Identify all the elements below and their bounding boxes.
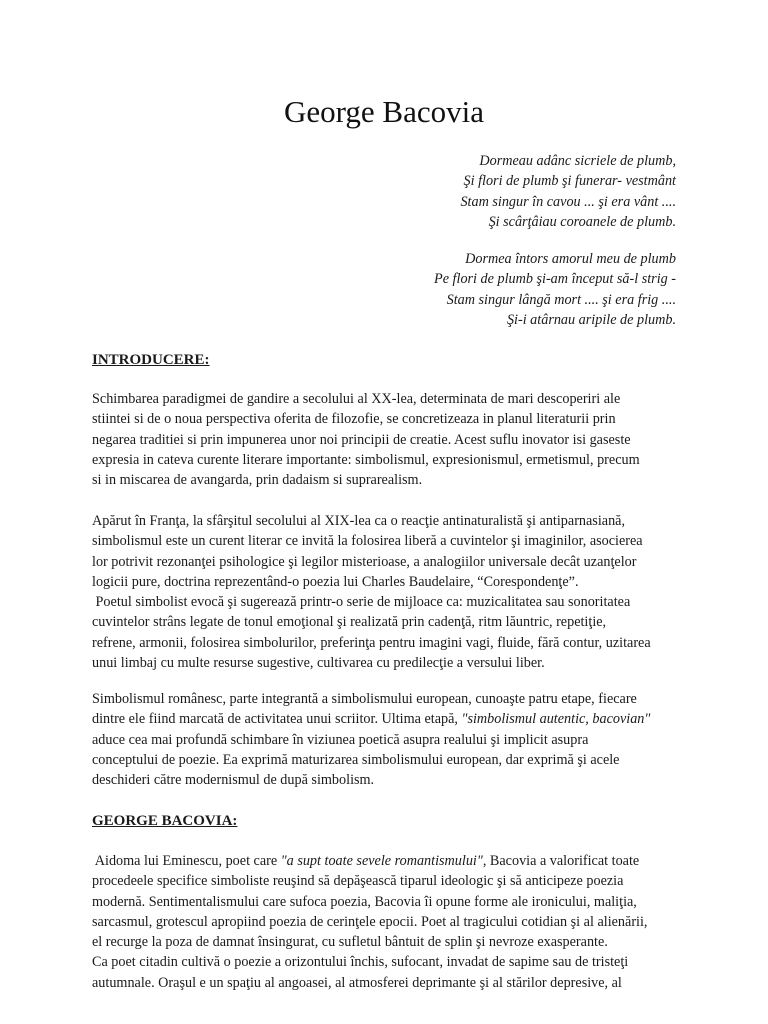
poem-line: Dormea întors amorul meu de plumb xyxy=(465,251,676,267)
bacovia-paragraph xyxy=(92,851,682,993)
text-line: deschideri către modernismul de după simbolism. xyxy=(92,772,375,789)
page-title: George Bacovia xyxy=(284,94,484,129)
text-line: refrene, armonii, folosirea simbolurilor, preferinţa pentru imagini vagi, fluide, fără contur, uzitarea xyxy=(92,634,651,651)
poem-line: Stam singur lângă mort .... şi era frig .... xyxy=(446,291,676,308)
text-line: cuvintelor strâns legate de tonul emoţional şi realizată prin cadenţă, ritm lăuntric, repetiţie, xyxy=(92,614,607,631)
text-line: unui limbaj cu multe resurse sugestive, cultivarea cu predilecţie a versului liber. xyxy=(92,655,545,672)
text-line: Schimbarea paradigmei de gandire a secolului al XX-lea, determinata de mari descoperiri ale xyxy=(92,391,621,407)
poem-line: Stam singur în cavou ... şi era vânt .... xyxy=(460,193,676,210)
text-line: stiintei si de o noua perspectiva oferita de filozofie, se concretizeaza in planul literaturii prin xyxy=(92,411,616,428)
text-span: Aidoma lui Eminescu, poet care xyxy=(92,853,281,869)
poem-line: Dormeau adânc sicriele de plumb, xyxy=(479,153,676,169)
text-line: si in miscarea de avangarda, prin dadaism si suprarealism. xyxy=(92,472,423,489)
text-line: modernă. Sentimentalismului care sufoca poezia, Bacovia îi opune forme ale ironicului, maliţia, xyxy=(92,893,637,910)
text-line xyxy=(92,851,682,871)
text-line: Simbolismul românesc, parte integrantă a simbolismului european, cunoaşte patru etape, fiecare xyxy=(92,691,637,707)
italic-quote: "a supt toate sevele romantismului" xyxy=(280,853,483,869)
text-line xyxy=(92,709,682,729)
text-line: conceptului de poezie. Ea exprimă maturizarea simbolismului european, dar exprimă şi acele xyxy=(92,751,620,768)
text-line: expresia in cateva curente literare importante: simbolismul, expresionismul, ermetismul, precum xyxy=(92,451,640,468)
poem-stanza-2 xyxy=(434,249,676,330)
intro-paragraph-2 xyxy=(92,511,682,673)
italic-quote: "simbolismul autentic, bacovian" xyxy=(461,711,651,728)
intro-paragraph-3 xyxy=(92,689,682,790)
text-span: , Bacovia a valorificat toate xyxy=(482,853,640,869)
text-line: Poetul simbolist evocă şi sugerează printr-o serie de mijloace ca: muzicalitatea sau sonoritatea xyxy=(92,594,631,611)
poem-line: Şi scârţâiau coroanele de plumb. xyxy=(488,213,676,230)
text-span: dintre ele fiind marcată de activitatea unui scriitor. Ultima etapă, xyxy=(92,711,462,728)
poem-line: Şi flori de plumb şi funerar- vestmânt xyxy=(463,173,676,190)
section-heading-george-bacovia: GEORGE BACOVIA: xyxy=(92,813,238,829)
intro-paragraph-1 xyxy=(92,389,682,490)
section-heading-introducere: INTRODUCERE: xyxy=(92,352,210,368)
text-line: Ca poet citadin cultivă o poezie a orizontului închis, sufocant, invadat de sapime sau de tristeţi xyxy=(92,954,629,971)
text-line: negarea traditiei si prin impunerea unor noi principii de creatie. Acest suflu inovator isi gaseste xyxy=(92,431,631,448)
text-line: Apărut în Franţa, la sfârşitul secolului al XIX-lea ca o reacţie antinaturalistă şi antiparnasiană, xyxy=(92,513,626,529)
text-line: autumnale. Oraşul e un spaţiu al angoasei, al atmosferei deprimante şi al stărilor depresive, al xyxy=(92,974,622,991)
text-line: simbolismul este un curent literar ce invită la folosirea liberă a cuvintelor şi imaginilor, asocierea xyxy=(92,533,643,550)
text-line: lor potrivit rezonanţei psihologice şi legilor misterioase, a analogiilor universale decât uzanţelor xyxy=(92,553,637,570)
text-line: procedeele specifice simboliste reuşind să depăşească tiparul ideologic şi să anticipeze poezia xyxy=(92,873,624,890)
text-line: logicii pure, doctrina reprezentând-o poezia lui Charles Baudelaire, “Corespondenţe”. xyxy=(92,573,579,590)
text-line: sarcasmul, grotescul apropiind poezia de cerinţele epocii. Poet al tragicului cotidian şi al alienării, xyxy=(92,913,648,930)
poem-line: Şi-i atârnau aripile de plumb. xyxy=(506,311,676,328)
text-line: el recurge la poza de damnat însingurat, cu sufletul bântuit de splin şi nevroze exasperante. xyxy=(92,934,608,951)
poem-line: Pe flori de plumb şi-am început să-l strig - xyxy=(434,271,676,288)
text-line: aduce cea mai profundă schimbare în viziunea poetică asupra realului şi implicit asupra xyxy=(92,731,589,748)
poem-stanza-1 xyxy=(460,151,676,232)
